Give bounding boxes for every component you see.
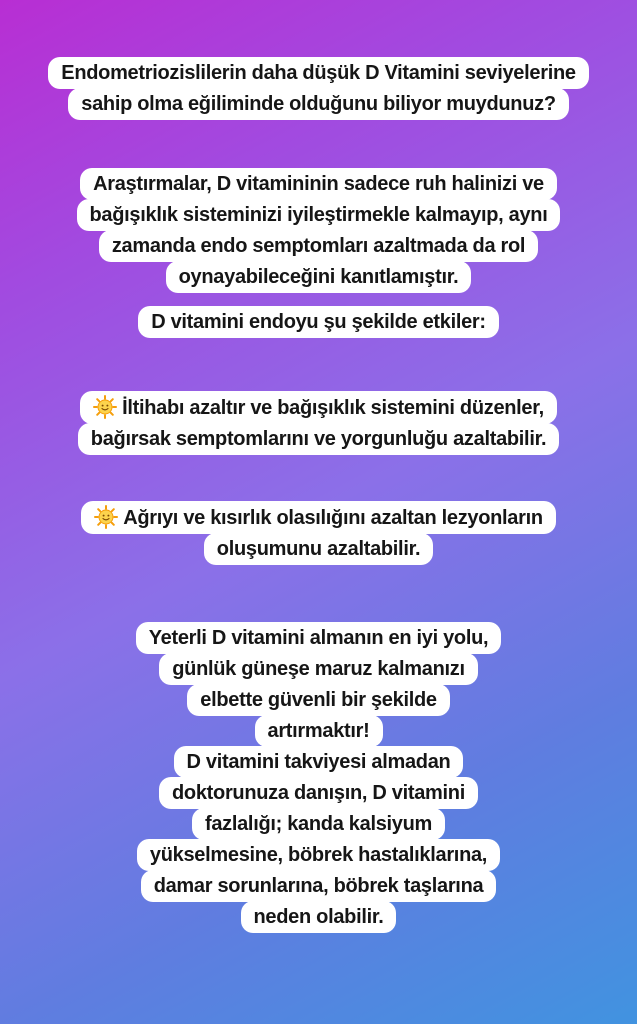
effects-heading-bubble: [0, 306, 637, 338]
text-line: bağışıklık sisteminizi iyileştirmekle kalmayıp, aynı: [77, 199, 561, 231]
text-line: D vitamini takviyesi almadan: [174, 746, 464, 778]
effect-inflammation-bubble: [0, 391, 637, 455]
text-line: sahip olma eğiliminde olduğunu biliyor muydunuz?: [68, 88, 569, 120]
text-line: fazlalığı; kanda kalsiyum: [192, 808, 445, 840]
text-line: damar sorunlarına, böbrek taşlarına: [141, 870, 497, 902]
text-line: Yeterli D vitamini almanın en iyi yolu,: [136, 622, 502, 654]
research-bubble: [0, 168, 637, 293]
text-line: neden olabilir.: [241, 901, 397, 933]
text-line: Araştırmalar, D vitamininin sadece ruh halinizi ve: [80, 168, 557, 200]
text-line: Endometriozislilerin daha düşük D Vitamini seviyelerine: [48, 57, 588, 89]
sun-with-face-emoji: [94, 505, 118, 529]
text-line: günlük güneşe maruz kalmanızı: [159, 653, 477, 685]
text-line: oluşumunu azaltabilir.: [204, 533, 433, 565]
text-line: artırmaktır!: [255, 715, 383, 747]
text-line: oynayabileceğini kanıtlamıştır.: [166, 261, 472, 293]
advice-bubble: [0, 622, 637, 933]
text-line: İltihabı azaltır ve bağışıklık sistemini düzenler,: [80, 391, 557, 424]
question-bubble: [0, 57, 637, 120]
text-line: Ağrıyı ve kısırlık olasılığını azaltan lezyonların: [81, 501, 556, 534]
text-line: bağırsak semptomlarını ve yorgunluğu azaltabilir.: [78, 423, 559, 455]
text-line: zamanda endo semptomları azaltmada da rol: [99, 230, 538, 262]
text-line: doktorunuza danışın, D vitamini: [159, 777, 478, 809]
text-line: elbette güvenli bir şekilde: [187, 684, 449, 716]
sun-with-face-emoji: [93, 395, 117, 419]
effect-pain-bubble: [0, 501, 637, 565]
text-line: D vitamini endoyu şu şekilde etkiler:: [138, 306, 499, 338]
text-line: yükselmesine, böbrek hastalıklarına,: [137, 839, 500, 871]
